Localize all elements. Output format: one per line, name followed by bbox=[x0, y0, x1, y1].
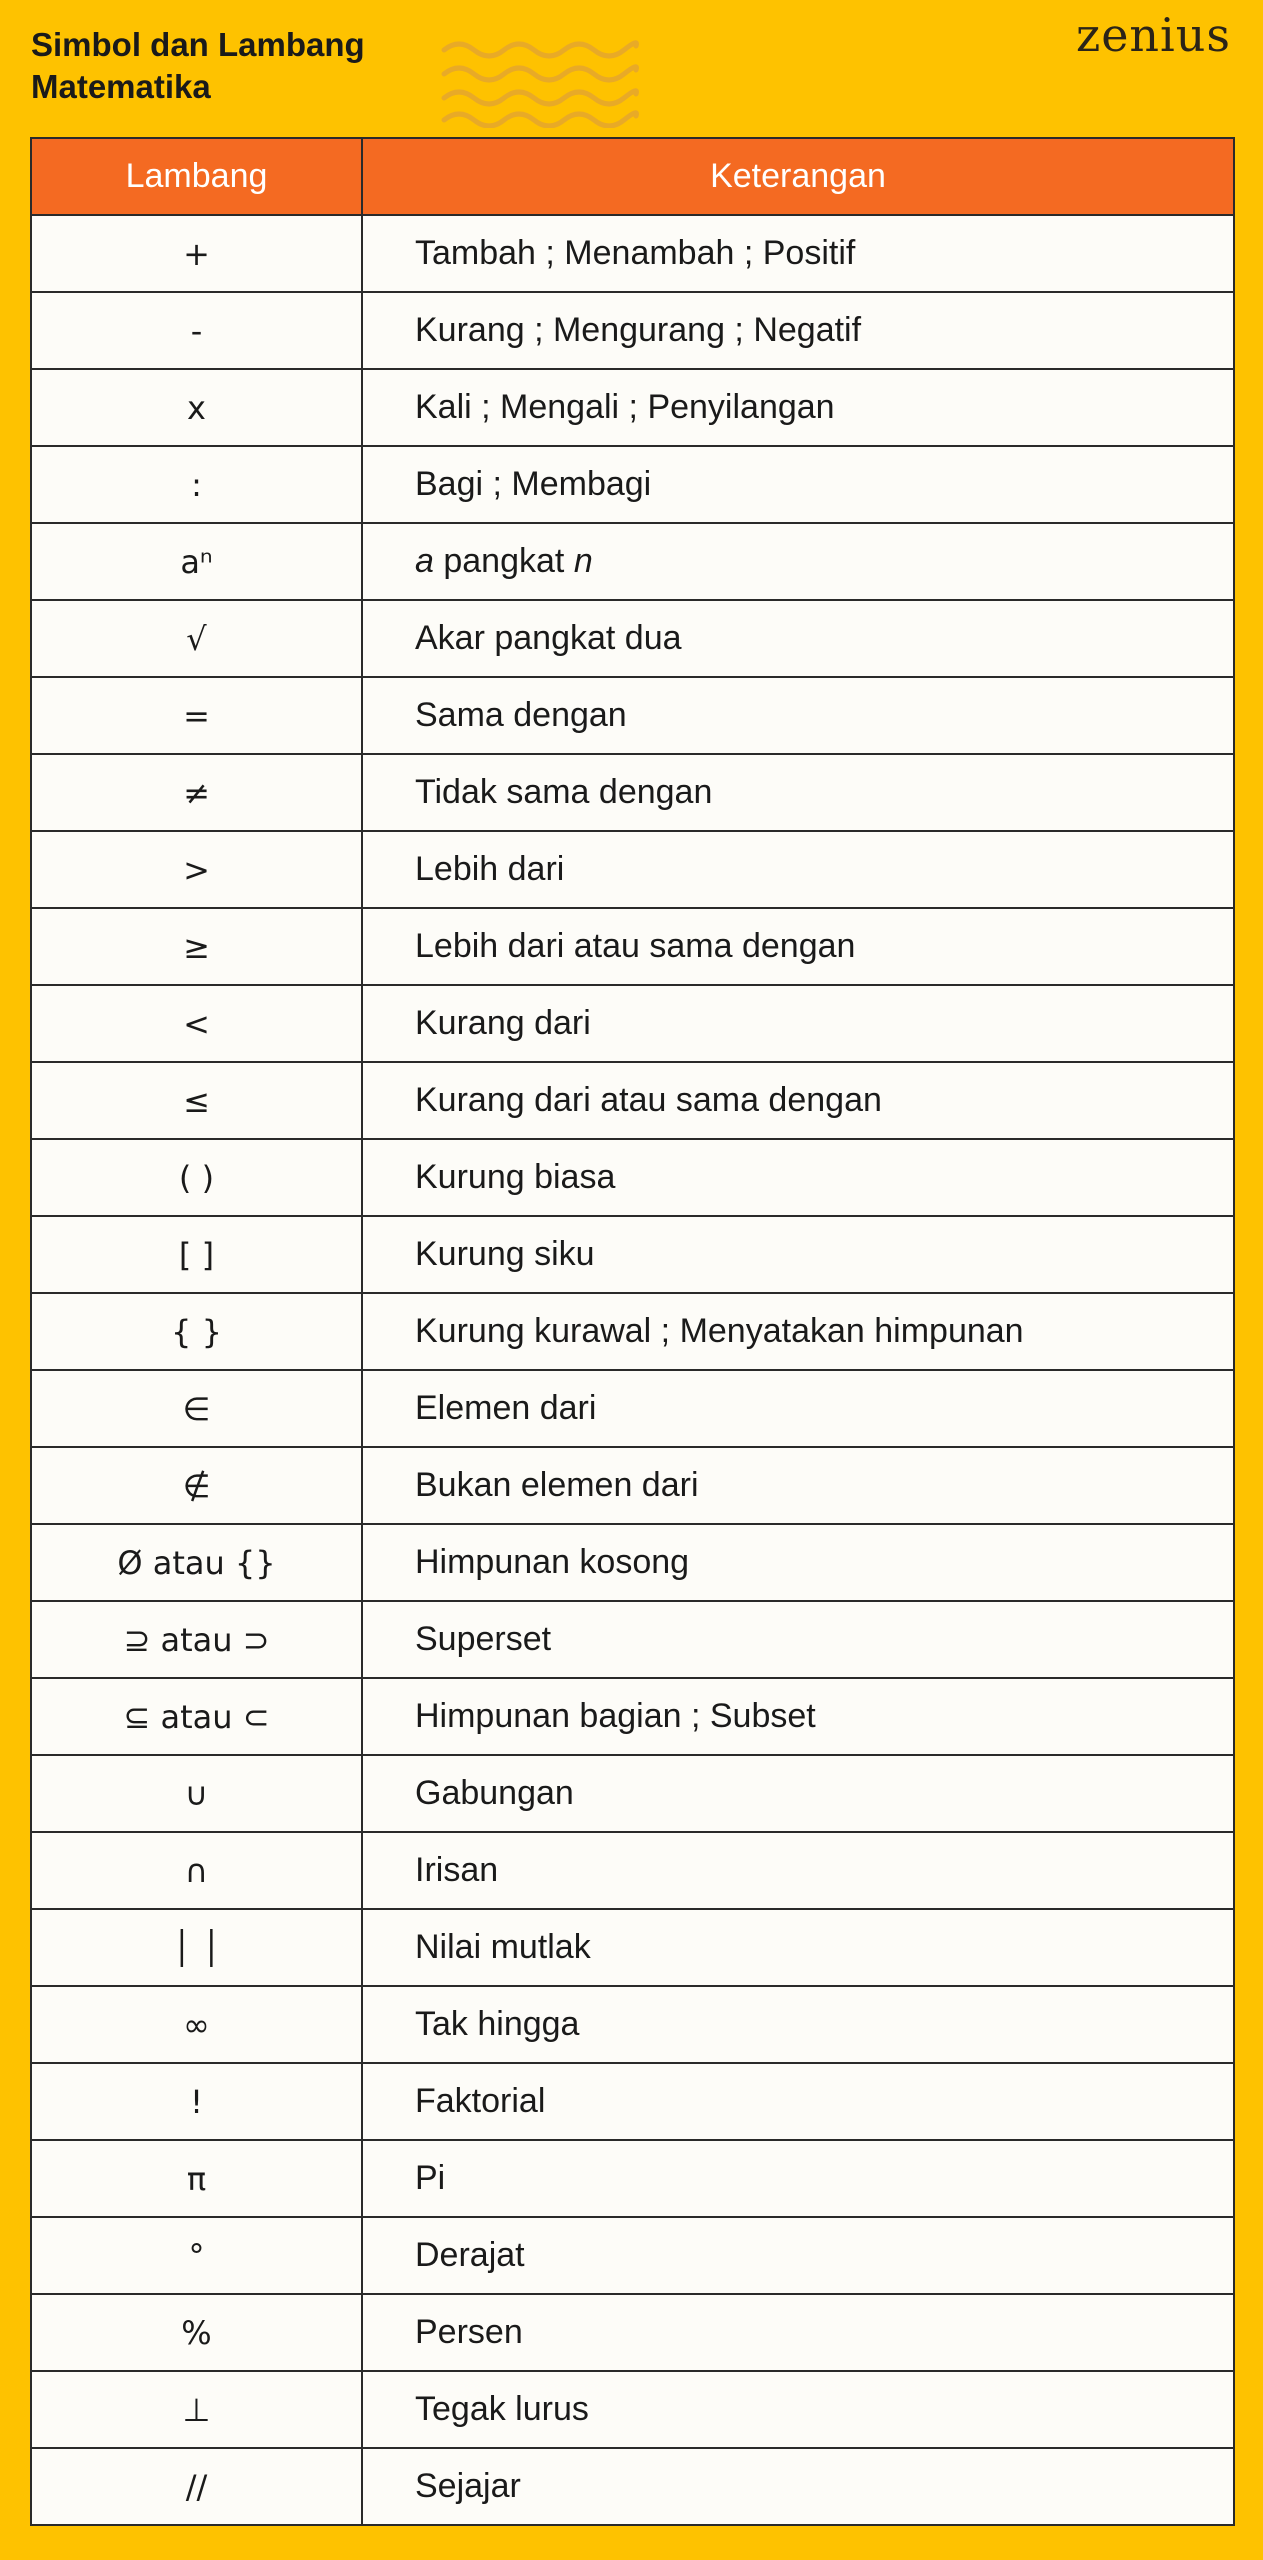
table-row bbox=[31, 1447, 1234, 1524]
symbol-cell: ∩ bbox=[31, 1832, 362, 1909]
table-row bbox=[31, 523, 1234, 600]
symbol-cell: ⊇ atau ⊃ bbox=[31, 1601, 362, 1678]
description-cell: Derajat bbox=[362, 2217, 1234, 2294]
description-cell: Kali ; Mengali ; Penyilangan bbox=[362, 369, 1234, 446]
description-cell: Lebih dari bbox=[362, 831, 1234, 908]
page-title bbox=[31, 24, 431, 108]
table-row bbox=[31, 1909, 1234, 1986]
table-row bbox=[31, 2217, 1234, 2294]
table-row bbox=[31, 1062, 1234, 1139]
table-row bbox=[31, 1601, 1234, 1678]
description-cell: Tidak sama dengan bbox=[362, 754, 1234, 831]
description-cell: Tegak lurus bbox=[362, 2371, 1234, 2448]
table-row bbox=[31, 2371, 1234, 2448]
symbol-cell: │ │ bbox=[31, 1909, 362, 1986]
description-cell: Bukan elemen dari bbox=[362, 1447, 1234, 1524]
symbol-cell: [ ] bbox=[31, 1216, 362, 1293]
table-row bbox=[31, 2063, 1234, 2140]
symbol-cell: ( ) bbox=[31, 1139, 362, 1216]
column-header-description: Keterangan bbox=[362, 138, 1234, 215]
table-row bbox=[31, 1755, 1234, 1832]
symbol-cell: π bbox=[31, 2140, 362, 2217]
table-row bbox=[31, 1216, 1234, 1293]
table-row bbox=[31, 292, 1234, 369]
table-row bbox=[31, 369, 1234, 446]
symbol-cell: > bbox=[31, 831, 362, 908]
symbol-cell: Ø atau {} bbox=[31, 1524, 362, 1601]
table-row bbox=[31, 831, 1234, 908]
table-row bbox=[31, 2448, 1234, 2525]
symbol-cell: - bbox=[31, 292, 362, 369]
zenius-logo: zenius bbox=[1075, 8, 1231, 62]
table-row bbox=[31, 908, 1234, 985]
table-header-row bbox=[31, 138, 1234, 215]
description-cell: Elemen dari bbox=[362, 1370, 1234, 1447]
description-cell: Tak hingga bbox=[362, 1986, 1234, 2063]
symbol-cell: √ bbox=[31, 600, 362, 677]
description-cell: Kurung biasa bbox=[362, 1139, 1234, 1216]
table-row bbox=[31, 600, 1234, 677]
symbol-cell: ≠ bbox=[31, 754, 362, 831]
symbol-cell: : bbox=[31, 446, 362, 523]
table-row bbox=[31, 1524, 1234, 1601]
description-text: pangkat bbox=[433, 542, 574, 580]
description-variable-a: a bbox=[415, 542, 434, 580]
symbol-cell: ∉ bbox=[31, 1447, 362, 1524]
description-cell: Lebih dari atau sama dengan bbox=[362, 908, 1234, 985]
wave-lines-icon bbox=[440, 36, 640, 128]
table-row bbox=[31, 2140, 1234, 2217]
symbol-cell: // bbox=[31, 2448, 362, 2525]
description-cell: Bagi ; Membagi bbox=[362, 446, 1234, 523]
title-line-2: Matematika bbox=[31, 68, 211, 105]
table-row bbox=[31, 985, 1234, 1062]
symbol-cell: x bbox=[31, 369, 362, 446]
symbol-cell: ! bbox=[31, 2063, 362, 2140]
symbol-cell: ° bbox=[31, 2217, 362, 2294]
table-row bbox=[31, 1139, 1234, 1216]
title-line-1: Simbol dan Lambang bbox=[31, 26, 365, 63]
page-header bbox=[0, 0, 1263, 138]
description-cell: Sama dengan bbox=[362, 677, 1234, 754]
description-cell: Gabungan bbox=[362, 1755, 1234, 1832]
description-cell: Himpunan bagian ; Subset bbox=[362, 1678, 1234, 1755]
description-cell: Kurang ; Mengurang ; Negatif bbox=[362, 292, 1234, 369]
description-cell: Nilai mutlak bbox=[362, 1909, 1234, 1986]
table-row bbox=[31, 2294, 1234, 2371]
table-row bbox=[31, 1293, 1234, 1370]
symbol-table-container bbox=[30, 137, 1233, 2526]
description-cell: Pi bbox=[362, 2140, 1234, 2217]
table-row bbox=[31, 1832, 1234, 1909]
table-row bbox=[31, 754, 1234, 831]
description-cell: Kurang dari bbox=[362, 985, 1234, 1062]
table-row bbox=[31, 677, 1234, 754]
table-row bbox=[31, 215, 1234, 292]
symbol-cell: ≤ bbox=[31, 1062, 362, 1139]
symbol-cell: = bbox=[31, 677, 362, 754]
column-header-symbol: Lambang bbox=[31, 138, 362, 215]
description-cell: Akar pangkat dua bbox=[362, 600, 1234, 677]
symbol-cell: ∞ bbox=[31, 1986, 362, 2063]
symbol-cell: ≥ bbox=[31, 908, 362, 985]
symbol-cell: < bbox=[31, 985, 362, 1062]
table-row bbox=[31, 1986, 1234, 2063]
description-cell: Kurang dari atau sama dengan bbox=[362, 1062, 1234, 1139]
symbol-cell: { } bbox=[31, 1293, 362, 1370]
table-row bbox=[31, 1678, 1234, 1755]
description-cell bbox=[362, 523, 1234, 600]
table-row bbox=[31, 446, 1234, 523]
symbol-cell: + bbox=[31, 215, 362, 292]
description-cell: Kurung kurawal ; Menyatakan himpunan bbox=[362, 1293, 1234, 1370]
table-row bbox=[31, 1370, 1234, 1447]
description-cell: Persen bbox=[362, 2294, 1234, 2371]
symbol-cell: ∪ bbox=[31, 1755, 362, 1832]
description-cell: Sejajar bbox=[362, 2448, 1234, 2525]
symbol-cell: aⁿ bbox=[31, 523, 362, 600]
description-cell: Irisan bbox=[362, 1832, 1234, 1909]
description-cell: Himpunan kosong bbox=[362, 1524, 1234, 1601]
symbol-cell: % bbox=[31, 2294, 362, 2371]
symbol-cell: ⊥ bbox=[31, 2371, 362, 2448]
description-cell: Superset bbox=[362, 1601, 1234, 1678]
symbol-cell: ⊆ atau ⊂ bbox=[31, 1678, 362, 1755]
description-cell: Faktorial bbox=[362, 2063, 1234, 2140]
description-cell: Tambah ; Menambah ; Positif bbox=[362, 215, 1234, 292]
symbol-table bbox=[30, 137, 1235, 2526]
symbol-cell: ∈ bbox=[31, 1370, 362, 1447]
description-cell: Kurung siku bbox=[362, 1216, 1234, 1293]
description-variable-n: n bbox=[573, 542, 593, 580]
